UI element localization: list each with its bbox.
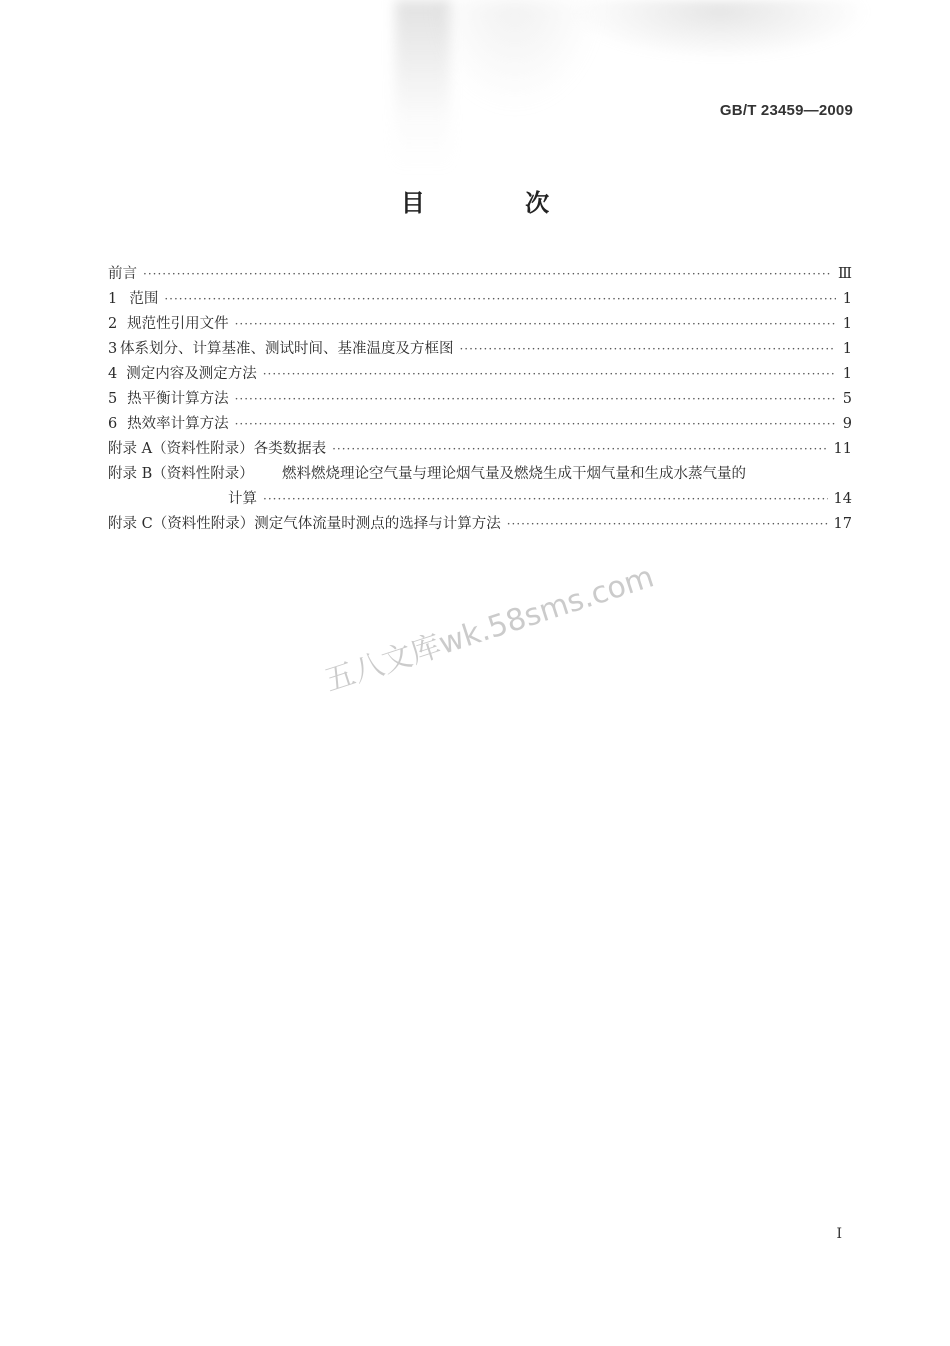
toc-leader-dots (164, 287, 836, 312)
toc-appendix-label: 附录 B（资料性附录） (108, 466, 254, 482)
toc-entry-3[interactable] (108, 337, 852, 362)
toc-appendix-label: 附录 A（资料性附录） (108, 441, 254, 457)
toc-entry-number: 2 (108, 316, 118, 332)
toc-entry-page: 9 (842, 416, 852, 432)
toc-leader-dots (459, 337, 836, 362)
toc-entry-page: 1 (842, 341, 852, 357)
watermark: 五八文库wk.58sms.com (320, 559, 659, 699)
toc-entry-6[interactable] (108, 412, 852, 437)
toc-entry-appendix-b[interactable] (108, 462, 852, 487)
toc-leader-dots (263, 362, 836, 387)
toc-entry-4[interactable] (108, 362, 852, 387)
scan-smudge (395, 0, 450, 170)
toc-entry-page: 1 (842, 316, 852, 332)
toc-entry-title: 前言 (108, 266, 137, 282)
toc-entry-appendix-a[interactable] (108, 437, 852, 462)
toc-entry-title: 范围 (129, 291, 159, 307)
toc-entry-number: 6 (108, 416, 118, 432)
page-title: 目 次 (400, 189, 596, 217)
toc-entry-title: 规范性引用文件 (127, 316, 229, 332)
scan-smudge (430, 0, 600, 110)
toc-leader-dots (235, 387, 836, 412)
toc-appendix-label: 附录 C（资料性附录） (108, 516, 255, 532)
toc-entry-5[interactable] (108, 387, 852, 412)
toc-entry-number: 5 (108, 391, 118, 407)
toc-entry-page: 11 (833, 441, 852, 457)
toc-entry-number: 1 (108, 291, 118, 307)
page-number: I (836, 1226, 842, 1242)
toc-entry-title: 测定内容及测定方法 (126, 366, 257, 382)
toc-entry-title: 各类数据表 (253, 441, 327, 457)
toc-entry-number: 4 (108, 366, 118, 382)
toc-entry-page: Ⅲ (838, 266, 852, 282)
toc-leader-dots (235, 312, 836, 337)
toc-entry-title: 热效率计算方法 (127, 416, 229, 432)
toc-entry-1[interactable] (108, 287, 852, 312)
toc-entry-page: 1 (842, 366, 852, 382)
toc-leader-dots (507, 512, 828, 537)
toc-entry-appendix-c[interactable] (108, 512, 852, 537)
standard-code: GB/T 23459—2009 (719, 102, 853, 119)
toc-entry-title: 测定气体流量时测点的选择与计算方法 (254, 516, 501, 532)
toc-entry-title: 体系划分、计算基准、测试时间、基准温度及方框图 (119, 341, 454, 357)
toc-leader-dots (263, 487, 828, 512)
toc-leader-dots (235, 412, 836, 437)
toc-entry-number: 3 (108, 341, 118, 357)
toc-entry-page: 1 (842, 291, 852, 307)
toc-entry-foreword[interactable] (108, 262, 852, 287)
table-of-contents (108, 262, 852, 537)
toc-entry-title-continuation: 计算 (228, 491, 258, 507)
toc-entry-appendix-b-continued[interactable] (108, 487, 852, 512)
toc-entry-page: 17 (833, 516, 852, 532)
toc-entry-title: 燃料燃烧理论空气量与理论烟气量及燃烧生成干烟气量和生成水蒸气量的 (282, 466, 746, 482)
toc-entry-page: 14 (833, 491, 852, 507)
toc-leader-dots (143, 262, 832, 287)
scan-smudge (570, 0, 870, 60)
toc-entry-title: 热平衡计算方法 (127, 391, 229, 407)
toc-leader-dots (332, 437, 827, 462)
toc-entry-2[interactable] (108, 312, 852, 337)
toc-entry-page: 5 (842, 391, 852, 407)
